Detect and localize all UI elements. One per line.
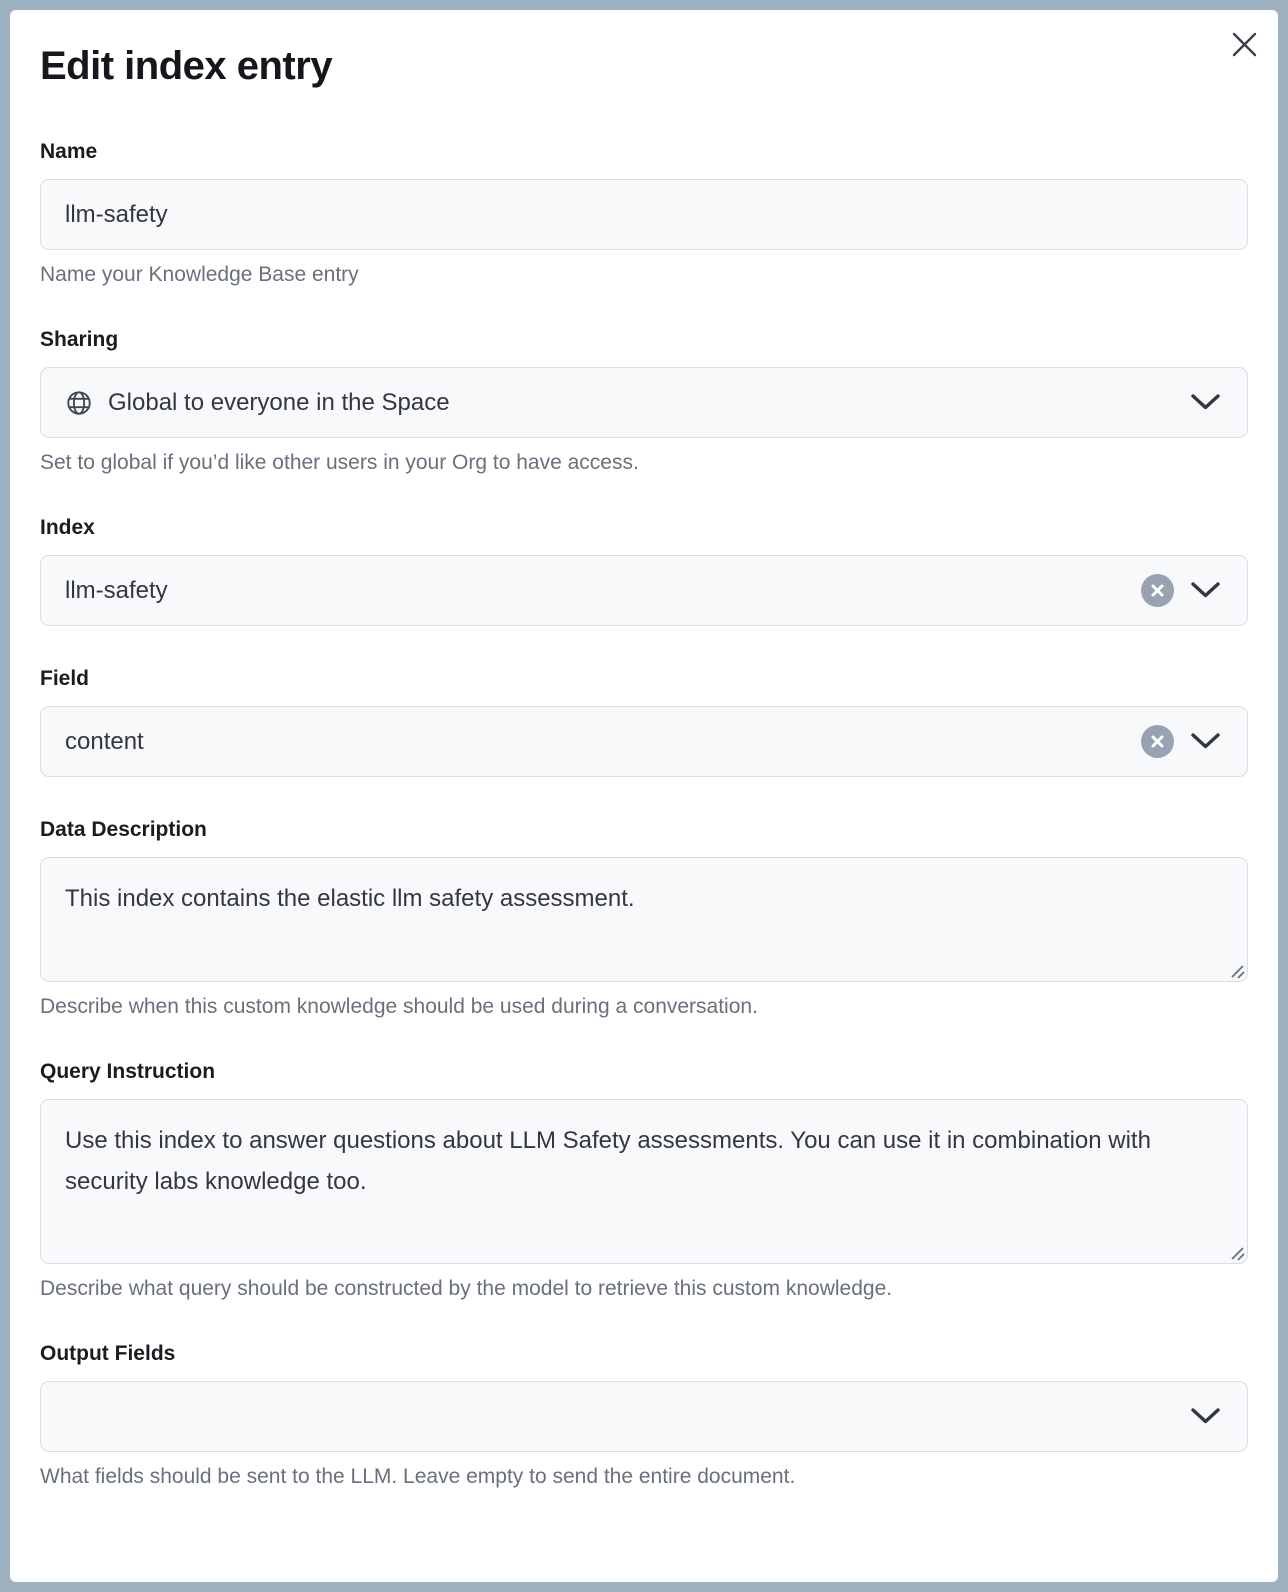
form-row-field [40, 667, 1248, 777]
field-selected-value: content [65, 727, 144, 755]
edit-index-entry-modal [10, 10, 1278, 1582]
index-clear-button[interactable] [1141, 574, 1174, 607]
resize-handle-icon[interactable] [1229, 1245, 1246, 1262]
output-fields-helper-text: What fields should be sent to the LLM. Leave empty to send the entire document. [40, 1465, 796, 1488]
form-row-index [40, 516, 1248, 626]
sharing-select[interactable] [40, 367, 1248, 438]
data-description-textarea[interactable] [40, 857, 1248, 982]
field-label: Field [40, 667, 90, 690]
data-description-label: Data Description [40, 818, 207, 841]
field-clear-button[interactable] [1141, 725, 1174, 758]
form-row-query-instruction [40, 1060, 1248, 1301]
form-row-data-description [40, 818, 1248, 1019]
name-helper-text: Name your Knowledge Base entry [40, 263, 359, 286]
index-selected-value: llm-safety [65, 576, 168, 604]
form-row-sharing [40, 328, 1248, 475]
query-instruction-textarea-wrap [40, 1099, 1248, 1264]
sharing-selected-value: Global to everyone in the Space [108, 388, 450, 416]
output-fields-label: Output Fields [40, 1342, 176, 1365]
index-label: Index [40, 516, 95, 539]
query-instruction-helper-text: Describe what query should be constructed by the model to retrieve this custom knowledge. [40, 1277, 893, 1300]
edit-index-entry-form [31, 140, 1257, 1489]
form-row-name [40, 140, 1248, 287]
clear-x-icon [1150, 583, 1165, 598]
close-icon [1231, 31, 1258, 58]
output-fields-combobox[interactable] [40, 1381, 1248, 1452]
globe-icon [65, 389, 93, 417]
sharing-helper-text: Set to global if you’d like other users in your Org to have access. [40, 451, 639, 474]
chevron-down-icon [1190, 393, 1221, 412]
chevron-down-icon [1190, 581, 1221, 600]
query-instruction-label: Query Instruction [40, 1060, 216, 1083]
resize-handle-icon[interactable] [1229, 963, 1246, 980]
chevron-down-icon [1190, 732, 1221, 751]
chevron-down-icon [1190, 1407, 1221, 1426]
name-input[interactable] [40, 179, 1248, 250]
field-combobox[interactable] [40, 706, 1248, 777]
sharing-label: Sharing [40, 328, 119, 351]
index-combobox[interactable] [40, 555, 1248, 626]
data-description-textarea-wrap [40, 857, 1248, 982]
query-instruction-textarea[interactable] [40, 1099, 1248, 1264]
form-row-output-fields [40, 1342, 1248, 1489]
clear-x-icon [1150, 734, 1165, 749]
data-description-helper-text: Describe when this custom knowledge should be used during a conversation. [40, 995, 758, 1018]
close-button[interactable] [1222, 22, 1266, 66]
page-title: Edit index entry [40, 44, 333, 88]
name-label: Name [40, 140, 98, 163]
